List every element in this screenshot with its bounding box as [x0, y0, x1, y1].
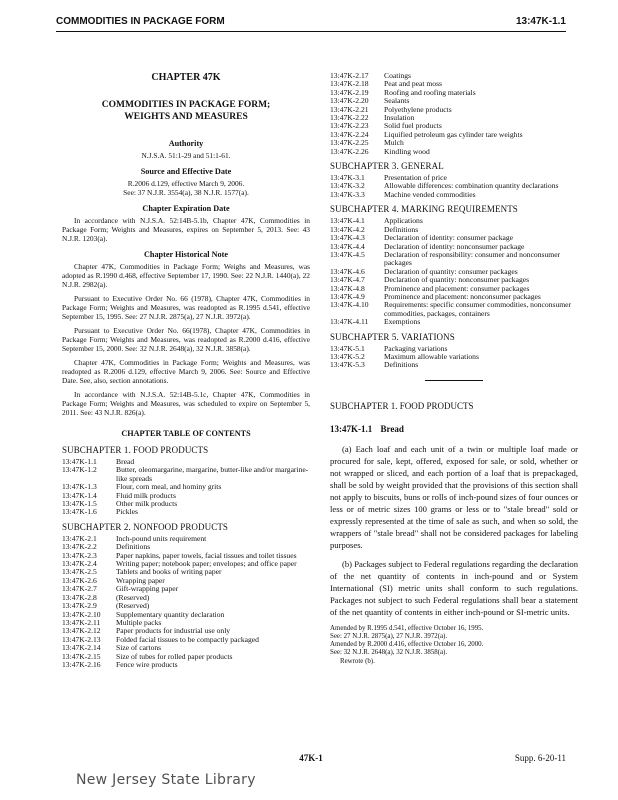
toc-subchapter-2 [62, 535, 310, 670]
toc-entry-title: Coatings [384, 71, 412, 80]
toc-entry-title: Peat and peat moss [384, 79, 442, 89]
toc-entry-title: Fence wire products [116, 659, 178, 669]
toc-entry-number: 13:47K-1.5 [62, 499, 97, 509]
toc-entry-number: 13:47K-4.9 [330, 291, 365, 301]
library-watermark: New Jersey State Library [76, 772, 256, 788]
authority-text: N.J.S.A. 51:1-29 and 51:1-61. [141, 151, 231, 160]
left-column [62, 72, 310, 674]
history-heading: Chapter Historical Note [144, 250, 228, 259]
toc-subchapter-1-title: SUBCHAPTER 1. FOOD PRODUCTS [62, 445, 209, 455]
toc-entry-title: Definitions [116, 542, 151, 552]
toc-entry-number: 13:47K-2.7 [62, 584, 97, 594]
section-number: 13:47K-1.1 [330, 423, 373, 434]
toc-entry-title: Supplementary quantity declaration [116, 609, 225, 619]
amendment-line: See: 32 N.J.R. 2648(a), 32 N.J.R. 3858(a). [330, 649, 448, 657]
toc-entry-number: 13:47K-2.22 [330, 113, 369, 123]
toc-entry-number: 13:47K-3.2 [330, 181, 365, 191]
toc-entry [62, 500, 310, 508]
toc-entry-title: Paper products for industrial use only [116, 626, 231, 636]
header-rule [56, 31, 566, 32]
toc-entry-title: Requirements: specific consumer commodities, nonconsumer commodities, packages, containers [384, 300, 572, 318]
chapter-title-line-1: COMMODITIES IN PACKAGE FORM; [101, 100, 271, 110]
toc-entry [330, 251, 578, 268]
toc-entry-number: 13:47K-5.3 [330, 360, 365, 370]
expiration-heading: Chapter Expiration Date [142, 204, 230, 213]
source-heading: Source and Effective Date [140, 167, 232, 176]
toc-entry-title: Machine vended commodities [384, 189, 476, 199]
toc-entry-number: 13:47K-2.5 [62, 567, 97, 577]
running-head-title: COMMODITIES IN PACKAGE FORM [56, 16, 225, 27]
toc-entry-number: 13:47K-2.12 [62, 626, 101, 636]
running-head-section: 13:47K-1.1 [515, 16, 566, 27]
toc-entry-number: 13:47K-2.19 [330, 87, 369, 97]
toc-entry-title: Mulch [384, 138, 404, 148]
toc-entry-number: 13:47K-3.1 [330, 173, 365, 183]
source-text [62, 179, 310, 197]
toc-entry-title: Size of tubes for rolled paper products [116, 651, 233, 661]
toc-entry [330, 361, 578, 369]
toc-entry [62, 466, 310, 483]
amendment-line: Rewrote (b). [340, 657, 375, 665]
toc-entry-number: 13:47K-2.6 [62, 575, 97, 585]
amendment-line: See: 27 N.J.R. 2875(a), 27 N.J.R. 3972(a). [330, 632, 448, 640]
toc-entry-number: 13:47K-2.16 [62, 659, 101, 669]
toc-entry-number: 13:47K-2.26 [330, 146, 369, 156]
toc-entry-title: Declaration of quantity: nonconsumer packages [384, 275, 530, 285]
toc-entry-number: 13:47K-1.2 [62, 465, 97, 475]
toc-entry-title: Prominence and placement: consumer packages [384, 283, 530, 293]
section-body [330, 443, 578, 618]
toc-entry-title: Packaging variations [384, 343, 448, 353]
toc-subchapter-1 [62, 458, 310, 517]
body-subchapter-heading: SUBCHAPTER 1. FOOD PRODUCTS [330, 400, 474, 411]
history-notes [62, 262, 310, 417]
toc-entry-number: 13:47K-4.10 [330, 300, 369, 310]
toc-entry-title: Declaration of identity: nonconsumer package [384, 241, 525, 251]
toc-entry-number: 13:47K-5.2 [330, 351, 365, 361]
toc-entry-title: Prominence and placement: nonconsumer packages [384, 291, 541, 301]
toc-entry [62, 535, 310, 543]
amendment-line: Amended by R.1995 d.541, effective October 16, 1995. [330, 624, 484, 632]
authority-heading: Authority [168, 139, 204, 148]
toc-entry-title: Sealants [384, 96, 410, 106]
page-number: 47K-1 [299, 753, 323, 763]
source-line-1: R.2006 d.129, effective March 9, 2006. [127, 179, 245, 188]
toc-entry-title: Paper napkins, paper towels, facial tissues and toilet tissues [116, 550, 297, 560]
history-paragraph: Chapter 47K, Commodities in Package Form; Weighs and Measures, was adopted as R.1990 d.468, effective September 17, 1990. See: 22 N.J.R. 1440(a), 22 N.J.R. 2982(a). [62, 262, 310, 289]
toc-entry-number: 13:47K-1.4 [62, 490, 97, 500]
expiration-text: In accordance with N.J.S.A. 52:14B-5.1b, Chapter 47K, Commodities in Package Form; Weights and Measures, expires on September 5, 2013. See: 43 N.J.R. 1203(a). [62, 216, 310, 243]
toc-entry-title: Pickles [116, 507, 138, 517]
toc-entry-title: Maximum allowable variations [384, 351, 479, 361]
toc-entry [330, 148, 578, 156]
toc-entry-title: Presentation of price [384, 173, 447, 183]
toc-heading: CHAPTER TABLE OF CONTENTS [121, 429, 251, 438]
toc-entry-number: 13:47K-5.1 [330, 343, 365, 353]
toc-entry-number: 13:47K-4.4 [330, 241, 365, 251]
toc-entry [62, 594, 310, 602]
toc-entry [62, 568, 310, 576]
toc-entry-number: 13:47K-2.11 [62, 617, 101, 627]
toc-entry-title: Gift-wrapping paper [116, 584, 179, 594]
toc-entry [62, 661, 310, 669]
chapter-title [62, 99, 310, 123]
toc-entry-number: 13:47K-2.21 [330, 104, 369, 114]
toc-entry [330, 353, 578, 361]
toc-entry-title: Definitions [384, 224, 419, 234]
toc-entry [62, 483, 310, 491]
toc-entry-number: 13:47K-2.15 [62, 651, 101, 661]
section-divider [425, 380, 483, 381]
toc-entry-title: (Reserved) [116, 592, 150, 602]
toc-entry-title: Solid fuel products [384, 121, 442, 131]
body-paragraph: (a) Each loaf and each unit of a twin or multiple loaf made or procured for sale, kept, offered, exposed for sale, or sold, whether or not wrapped or sliced, and each portion of a loaf that is prepackaged, shall be sold by weight provided that the provisions of this section shall not apply to biscuits, buns or rolls of inch-pound sizes of four ounces or less or of metric sizes 100 grams or less or to "stale bread" sold or expressly represented at the time of sale as such, and when so sold, the wrappers of "stale bread" shall not be considered packages for labeling purposes. [330, 443, 578, 550]
toc-entry-title: Wrapping paper [116, 575, 165, 585]
toc-entry-title: Writing paper; notebook paper; envelopes; and office paper [116, 559, 297, 569]
toc-entry [62, 585, 310, 593]
toc-entry-title: Declaration of identity: consumer package [384, 233, 514, 243]
toc-entry-number: 13:47K-3.3 [330, 189, 365, 199]
running-head [56, 16, 566, 30]
toc-entry-number: 13:47K-2.8 [62, 592, 97, 602]
chapter-number: CHAPTER 47K [151, 72, 221, 83]
toc-subchapter-5 [330, 345, 578, 370]
toc-entry [62, 577, 310, 585]
toc-entry-title: Tablets and books of writing paper [116, 567, 222, 577]
toc-subchapter-5-title: SUBCHAPTER 5. VARIATIONS [330, 331, 455, 342]
history-paragraph: Pursuant to Executive Order No. 66 (1978), Chapter 47K, Commodities in Package Form; Weights and Measures, was readopted as R.1995 d.541, effective September 15, 1995. See: 27 N.J.R. 2875(a), 27 N.J.R. 3972(a). [62, 294, 310, 321]
amendment-line: Amended by R.2000 d.416, effective October 16, 2000. [330, 641, 484, 649]
toc-subchapter-3 [330, 174, 578, 199]
toc-entry-title: Roofing and roofing materials [384, 87, 476, 97]
toc-entry-number: 13:47K-2.4 [62, 559, 97, 569]
toc-subchapter-4-title: SUBCHAPTER 4. MARKING REQUIREMENTS [330, 204, 518, 215]
toc-entry-title: Bread [116, 457, 135, 466]
toc-entry [62, 508, 310, 516]
toc-entry [62, 492, 310, 500]
toc-entry-number: 13:47K-4.2 [330, 224, 365, 234]
toc-entry [330, 217, 578, 225]
toc-entry-number: 13:47K-2.10 [62, 609, 101, 619]
toc-entry-title: Exemptions [384, 317, 421, 327]
toc-subchapter-2-title: SUBCHAPTER 2. NONFOOD PRODUCTS [62, 521, 229, 532]
toc-entry [330, 191, 578, 199]
toc-entry-title: Inch-pound units requirement [116, 533, 207, 543]
toc-entry-title: Declaration of responsibility: consumer and nonconsumer packages [384, 249, 561, 268]
toc-entry-number: 13:47K-2.18 [330, 79, 369, 89]
toc-entry-number: 13:47K-4.3 [330, 233, 365, 243]
toc-entry-number: 13:47K-4.7 [330, 275, 365, 285]
toc-entry-title: (Reserved) [116, 601, 150, 611]
toc-entry-title: Other milk products [116, 499, 178, 509]
right-column [330, 72, 578, 666]
toc-entry-title: Butter, oleomargarine, margarine, butter-like and/or margarine-like spreads [116, 465, 309, 483]
toc-entry-title: Declaration of quantity: consumer packages [384, 266, 518, 276]
toc-entry-title: Definitions [384, 360, 419, 370]
amendment-notes [330, 625, 578, 666]
toc-entry-title: Allowable differences: combination quantity declarations [384, 181, 559, 191]
toc-entry-number: 13:47K-1.1 [62, 457, 97, 466]
toc-entry-title: Folded facial tissues to be compactly packaged [116, 634, 259, 644]
page-footer [56, 753, 566, 765]
history-paragraph: Chapter 47K, Commodities in Package Form; Weights and Measures, was readopted as R.2006 d.129, effective March 9, 2006. See: Source and Effective Date. See, also, section annotations. [62, 358, 310, 385]
toc-subchapter-2-continued [330, 72, 578, 156]
supplement-date: Supp. 6-20-11 [514, 753, 566, 763]
section-heading [330, 424, 578, 434]
toc-entry-number: 13:47K-2.2 [62, 542, 97, 552]
toc-entry-number: 13:47K-2.1 [62, 533, 97, 543]
section-name: Bread [380, 423, 404, 434]
toc-entry-title: Polyethylene products [384, 104, 452, 114]
toc-entry [330, 301, 578, 318]
body-paragraph: (b) Packages subject to Federal regulations regarding the declaration of the net quantity of contents in inch-pound and or System International (SI) metric units shall conform to such regulations. Packages not subject to such Federal regulations shall bear a statement of the net quantity of contents in either inch-pound or SI-metric units. [330, 558, 578, 617]
history-paragraph: In accordance with N.J.S.A. 52:14B-5.1c, Chapter 47K, Commodities in Package Form; Weights and Measures, was scheduled to expire on September 5, 2011. See: 43 N.J.R. 826(a). [62, 390, 310, 417]
toc-entry-number: 13:47K-4.1 [330, 216, 365, 226]
toc-entry-number: 13:47K-2.24 [330, 129, 369, 139]
toc-entry-number: 13:47K-4.6 [330, 266, 365, 276]
toc-entry-number: 13:47K-2.25 [330, 138, 369, 148]
toc-entry-title: Kindling wood [384, 146, 430, 156]
toc-entry-title: Flour, corn meal, and hominy grits [116, 482, 222, 492]
toc-subchapter-3-title: SUBCHAPTER 3. GENERAL [330, 161, 444, 172]
chapter-title-line-2: WEIGHTS AND MEASURES [124, 112, 248, 122]
toc-entry-number: 13:47K-2.13 [62, 634, 101, 644]
toc-entry-title: Insulation [384, 113, 415, 123]
toc-entry-number: 13:47K-2.9 [62, 601, 97, 611]
toc-subchapter-4 [330, 217, 578, 326]
toc-entry-number: 13:47K-1.3 [62, 482, 97, 492]
toc-entry-number: 13:47K-2.20 [330, 96, 369, 106]
toc-entry-number: 13:47K-2.14 [62, 643, 101, 653]
toc-entry-number: 13:47K-4.8 [330, 283, 365, 293]
toc-entry-title: Fluid milk products [116, 490, 176, 500]
toc-entry-number: 13:47K-2.3 [62, 550, 97, 560]
toc-entry-number: 13:47K-1.6 [62, 507, 97, 517]
history-paragraph: Pursuant to Executive Order No. 66(1978), Chapter 47K, Commodities in Package Form; Weights and Measures, was readopted as R.2000 d.416, effective September 15, 2000. See: 32 N.J.R. 2648(a), 32 N.J.R. 3858(a). [62, 326, 310, 353]
toc-entry [330, 318, 578, 326]
toc-entry-title: Applications [384, 216, 423, 226]
toc-entry-number: 13:47K-4.5 [330, 249, 365, 259]
toc-entry-title: Size of cartons [116, 643, 162, 653]
toc-entry-number: 13:47K-2.23 [330, 121, 369, 131]
toc-entry-title: Liquified petroleum gas cylinder tare weights [384, 129, 523, 139]
source-line-2: See: 37 N.J.R. 3554(a), 38 N.J.R. 1577(a). [123, 188, 249, 197]
toc-entry-title: Multiple packs [116, 617, 162, 627]
toc-entry-number: 13:47K-2.17 [330, 71, 369, 80]
toc-entry-number: 13:47K-4.11 [330, 317, 369, 327]
